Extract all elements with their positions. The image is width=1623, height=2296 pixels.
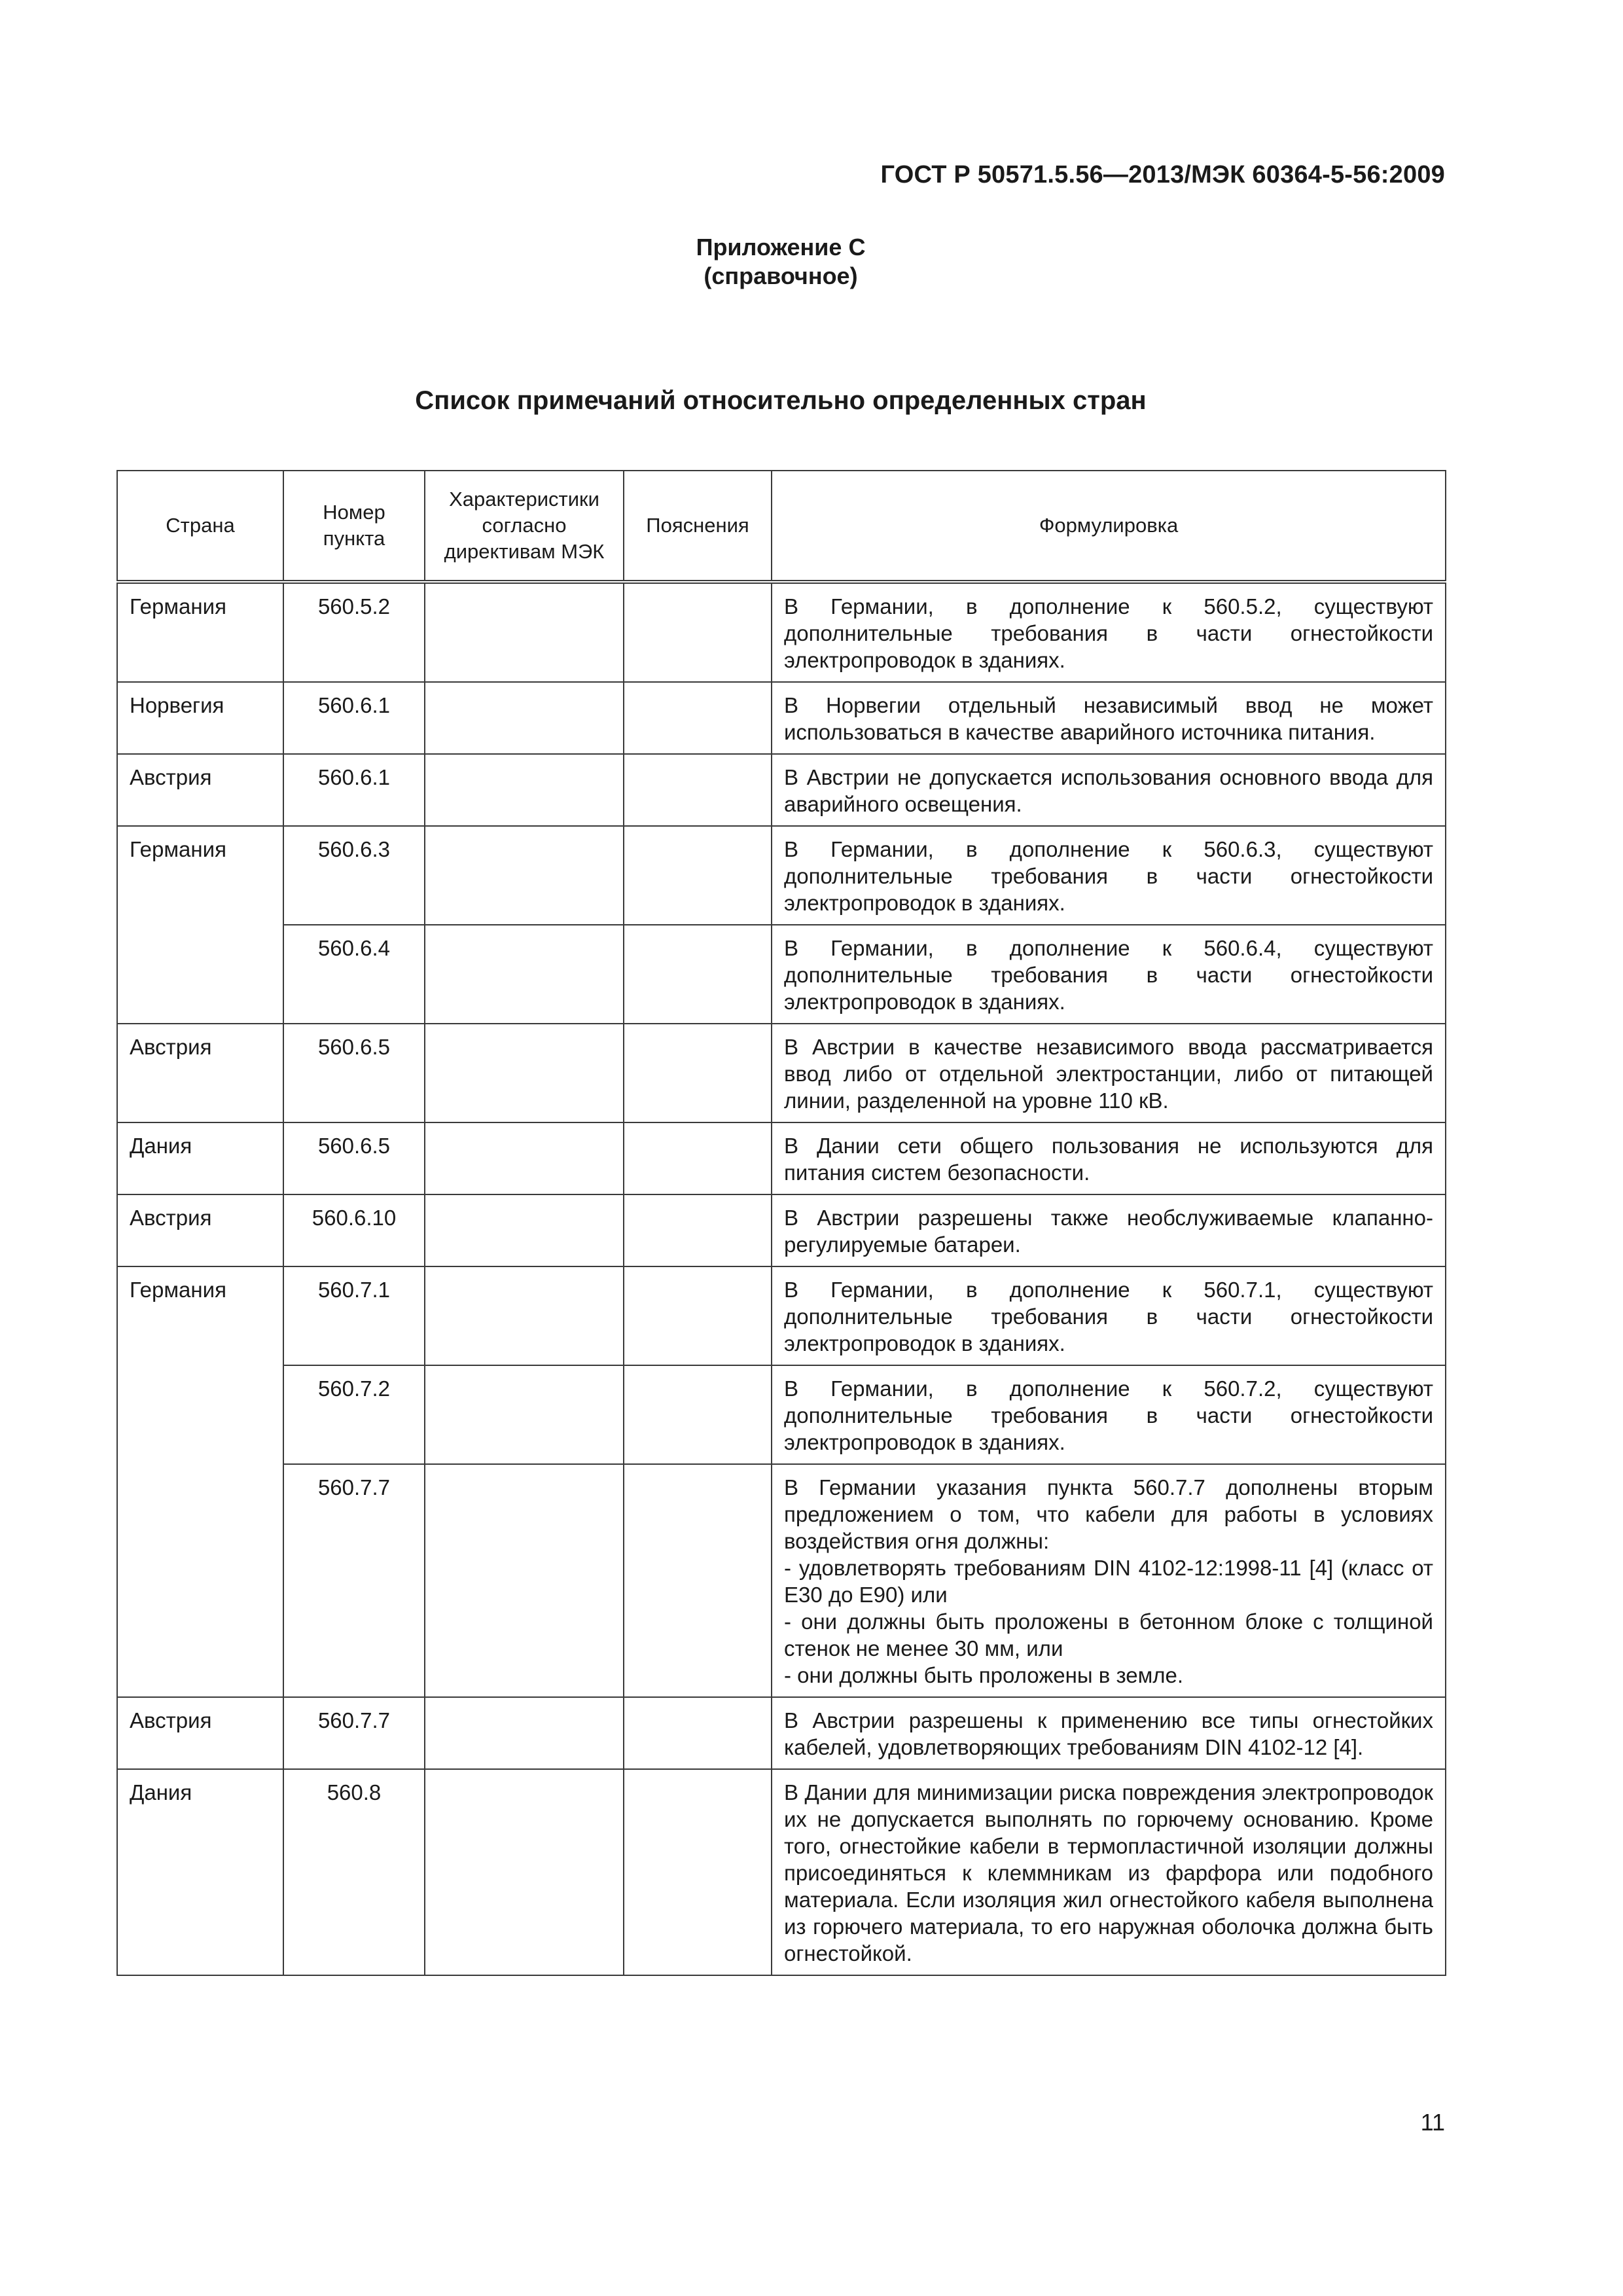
cell-characteristics bbox=[425, 754, 624, 826]
table-row bbox=[117, 1365, 1446, 1464]
table-row bbox=[117, 754, 1446, 826]
cell-wording bbox=[772, 1464, 1446, 1697]
table-row bbox=[117, 1697, 1446, 1769]
cell-clause: 560.5.2 bbox=[283, 582, 425, 682]
country-notes-table bbox=[116, 470, 1446, 1976]
column-header-clause: Номер пункта bbox=[283, 471, 425, 582]
cell-characteristics bbox=[425, 1122, 624, 1194]
cell-country: Австрия bbox=[117, 1024, 283, 1122]
cell-country: Германия bbox=[117, 582, 283, 682]
cell-wording: В Австрии разрешены также необслуживаемые клапанно-регулируемые батареи. bbox=[772, 1194, 1446, 1266]
cell-characteristics bbox=[425, 1024, 624, 1122]
cell-clause: 560.6.4 bbox=[283, 925, 425, 1024]
table-header-row bbox=[117, 471, 1446, 582]
cell-clause: 560.6.10 bbox=[283, 1194, 425, 1266]
cell-wording: В Дании сети общего пользования не используются для питания систем безопасности. bbox=[772, 1122, 1446, 1194]
cell-wording: В Германии, в дополнение к 560.7.1, существуют дополнительные требования в части огнестойкости электропроводок в зданиях. bbox=[772, 1266, 1446, 1365]
cell-wording: В Дании для минимизации риска повреждения электропроводок их не допускается выполнять по горючему основанию. Кроме того, огнестойкие кабели в термопластичной изоляции должны присоединяться к клеммникам из фарфора или подобного материала. Если изоляция жил огнестойкого кабеля выполнена из горючего материала, то его наружная оболочка должна быть огнестойкой. bbox=[772, 1769, 1446, 1975]
cell-explanations bbox=[624, 925, 772, 1024]
cell-characteristics bbox=[425, 826, 624, 925]
cell-clause: 560.6.5 bbox=[283, 1122, 425, 1194]
cell-clause: 560.8 bbox=[283, 1769, 425, 1975]
cell-wording: В Австрии в качестве независимого ввода рассматривается ввод либо от отдельной электростанции, либо от питающей линии, разделенной на уровне 110 кВ. bbox=[772, 1024, 1446, 1122]
document-code: ГОСТ Р 50571.5.56—2013/МЭК 60364-5-56:2009 bbox=[880, 161, 1445, 188]
cell-country: Австрия bbox=[117, 1697, 283, 1769]
cell-explanations bbox=[624, 1024, 772, 1122]
table-row bbox=[117, 1266, 1446, 1365]
cell-explanations bbox=[624, 754, 772, 826]
cell-wording: В Германии, в дополнение к 560.6.3, существуют дополнительные требования в части огнестойкости электропроводок в зданиях. bbox=[772, 826, 1446, 925]
cell-characteristics bbox=[425, 925, 624, 1024]
wording-line: - удовлетворять требованиям DIN 4102-12:1998-11 [4] (класс от Е30 до Е90) или bbox=[784, 1556, 1433, 1607]
appendix-heading bbox=[0, 233, 1561, 291]
cell-wording: В Австрии разрешены к применению все типы огнестойких кабелей, удовлетворяющих требованиям DIN 4102-12 [4]. bbox=[772, 1697, 1446, 1769]
cell-explanations bbox=[624, 682, 772, 754]
cell-explanations bbox=[624, 1365, 772, 1464]
cell-country: Норвегия bbox=[117, 682, 283, 754]
cell-country: Дания bbox=[117, 1769, 283, 1975]
cell-characteristics bbox=[425, 1365, 624, 1464]
cell-country: Дания bbox=[117, 1122, 283, 1194]
cell-explanations bbox=[624, 826, 772, 925]
cell-country: Германия bbox=[117, 1266, 283, 1697]
column-header-explanations: Пояснения bbox=[624, 471, 772, 582]
cell-clause: 560.6.3 bbox=[283, 826, 425, 925]
cell-characteristics bbox=[425, 1697, 624, 1769]
cell-explanations bbox=[624, 1464, 772, 1697]
appendix-title: Приложение С bbox=[696, 234, 866, 260]
cell-wording: В Германии, в дополнение к 560.5.2, существуют дополнительные требования в части огнестойкости электропроводок в зданиях. bbox=[772, 582, 1446, 682]
cell-explanations bbox=[624, 582, 772, 682]
cell-wording: В Германии, в дополнение к 560.6.4, существуют дополнительные требования в части огнестойкости электропроводок в зданиях. bbox=[772, 925, 1446, 1024]
table-row bbox=[117, 682, 1446, 754]
table-row bbox=[117, 1194, 1446, 1266]
cell-characteristics bbox=[425, 1266, 624, 1365]
table-row bbox=[117, 1464, 1446, 1697]
wording-line: - они должны быть проложены в земле. bbox=[784, 1663, 1184, 1687]
table-row bbox=[117, 582, 1446, 682]
cell-explanations bbox=[624, 1194, 772, 1266]
cell-clause: 560.6.5 bbox=[283, 1024, 425, 1122]
table-row bbox=[117, 1024, 1446, 1122]
cell-clause: 560.6.1 bbox=[283, 754, 425, 826]
cell-country: Германия bbox=[117, 826, 283, 1024]
cell-wording: В Германии, в дополнение к 560.7.2, существуют дополнительные требования в части огнестойкости электропроводок в зданиях. bbox=[772, 1365, 1446, 1464]
cell-clause: 560.7.2 bbox=[283, 1365, 425, 1464]
cell-wording: В Австрии не допускается использования основного ввода для аварийного освещения. bbox=[772, 754, 1446, 826]
cell-characteristics bbox=[425, 1464, 624, 1697]
column-header-characteristics: Характеристики согласно директивам МЭК bbox=[425, 471, 624, 582]
page-number: 11 bbox=[1420, 2109, 1445, 2136]
cell-country: Австрия bbox=[117, 1194, 283, 1266]
cell-explanations bbox=[624, 1266, 772, 1365]
cell-explanations bbox=[624, 1122, 772, 1194]
table-row bbox=[117, 826, 1446, 925]
column-header-country: Страна bbox=[117, 471, 283, 582]
cell-characteristics bbox=[425, 582, 624, 682]
list-title: Список примечаний относительно определенных стран bbox=[415, 386, 1147, 415]
cell-clause: 560.7.7 bbox=[283, 1697, 425, 1769]
cell-explanations bbox=[624, 1769, 772, 1975]
cell-clause: 560.7.1 bbox=[283, 1266, 425, 1365]
table-row bbox=[117, 1122, 1446, 1194]
column-header-wording: Формулировка bbox=[772, 471, 1446, 582]
cell-country: Австрия bbox=[117, 754, 283, 826]
table-row bbox=[117, 1769, 1446, 1975]
appendix-kind: (справочное) bbox=[704, 262, 858, 289]
cell-clause: 560.6.1 bbox=[283, 682, 425, 754]
wording-line: - они должны быть проложены в бетонном блоке с толщиной стенок не менее 30 мм, или bbox=[784, 1609, 1433, 1660]
cell-characteristics bbox=[425, 1194, 624, 1266]
table-row bbox=[117, 925, 1446, 1024]
wording-line: В Германии указания пункта 560.7.7 дополнены вторым предложением о том, что кабели для работы в условиях воздействия огня должны: bbox=[784, 1475, 1433, 1553]
cell-characteristics bbox=[425, 1769, 624, 1975]
cell-clause: 560.7.7 bbox=[283, 1464, 425, 1697]
cell-wording: В Норвегии отдельный независимый ввод не может использоваться в качестве аварийного источника питания. bbox=[772, 682, 1446, 754]
cell-characteristics bbox=[425, 682, 624, 754]
cell-explanations bbox=[624, 1697, 772, 1769]
